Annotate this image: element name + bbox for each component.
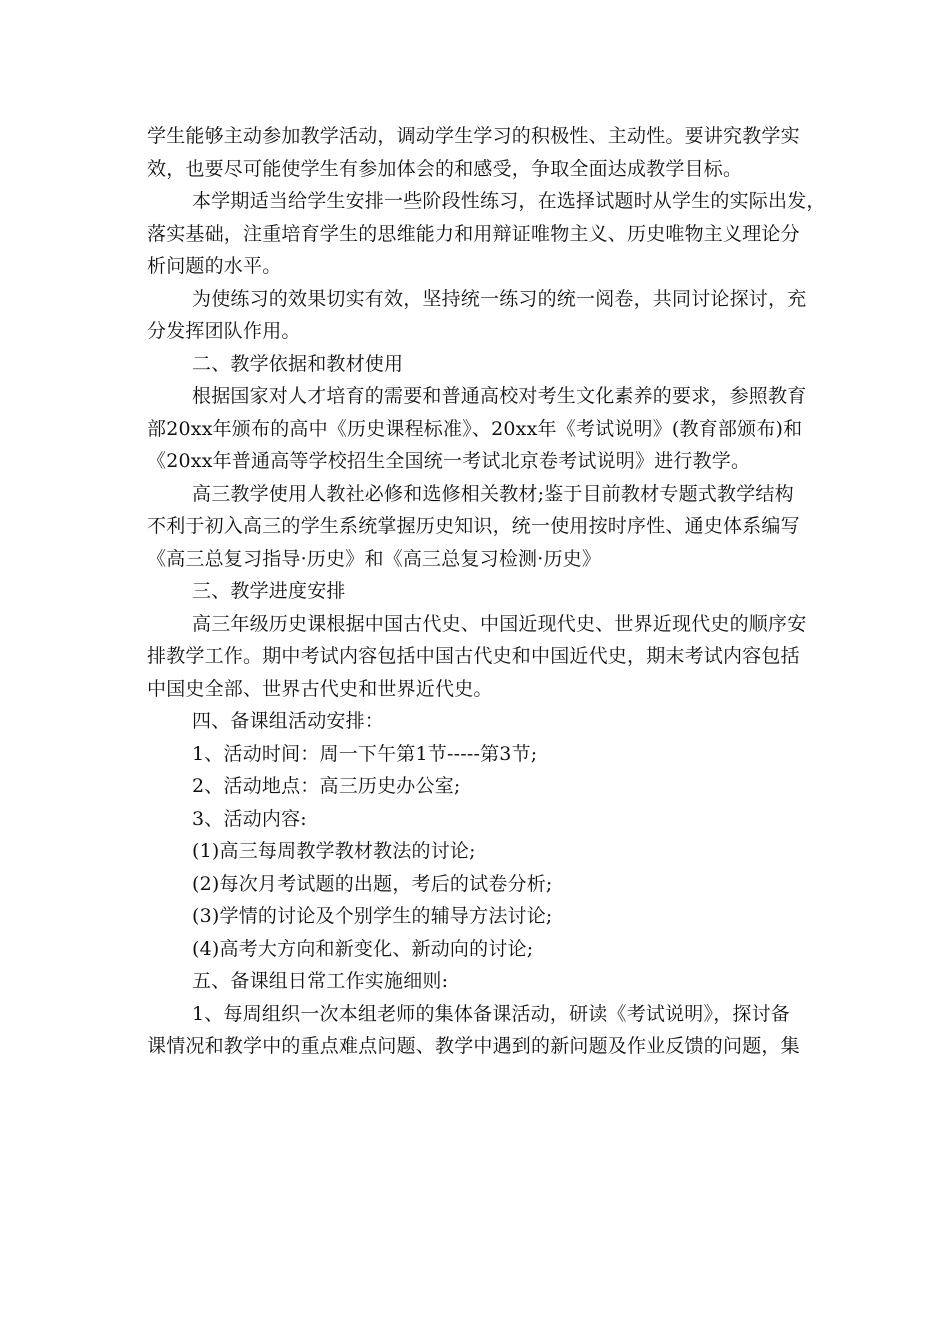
text-line: 中国史全部、世界古代史和世界近代史。: [147, 677, 493, 700]
text-line: 不利于初入高三的学生系统掌握历史知识，统一使用按时序性、通史体系编写: [147, 515, 800, 537]
text-line: 1、活动时间：周一下午第1节-----第3节;: [192, 742, 538, 765]
text-line: 二、教学依据和教材使用: [192, 352, 404, 375]
text-line: 效，也要尽可能使学生有参加体会的和感受，争取全面达成教学目标。: [147, 157, 743, 180]
text-line: 为使练习的效果切实有效，坚持统一练习的统一阅卷，共同讨论探讨，充: [192, 287, 807, 310]
text-line: 学生能够主动参加教学活动，调动学生学习的积极性、主动性。要讲究教学实: [147, 125, 800, 147]
text-line: (3)学情的讨论及个别学生的辅导方法讨论;: [192, 905, 553, 927]
text-line: (4)高考大方向和新变化、新动向的讨论;: [192, 937, 534, 960]
text-line: 五、备课组日常工作实施细则:: [192, 970, 449, 992]
text-line: 1、每周组织一次本组老师的集体备课活动，研读《考试说明》，探讨备: [192, 1002, 790, 1025]
text-line: 2、活动地点：高三历史办公室;: [192, 775, 461, 797]
text-line: 本学期适当给学生安排一些阶段性练习，在选择试题时从学生的实际出发，: [192, 190, 826, 212]
text-line: 高三教学使用人教社必修和选修相关教材;鉴于目前教材专题式教学结构: [192, 482, 794, 505]
text-line: 课情况和教学中的重点难点问题、教学中遇到的新问题及作业反馈的问题，集: [147, 1035, 800, 1057]
document-body: [147, 120, 826, 1063]
text-line: 析问题的水平。: [147, 255, 282, 277]
text-line: 高三年级历史课根据中国古代史、中国近现代史、世界近现代史的顺序安: [192, 612, 807, 635]
text-line: 落实基础，注重培育学生的思维能力和用辩证唯物主义、历史唯物主义理论分: [147, 222, 800, 245]
text-line: (1)高三每周教学教材教法的讨论;: [192, 840, 476, 862]
text-line: 三、教学进度安排: [192, 580, 346, 602]
text-line: 《20xx年普通高等学校招生全国统一考试北京卷考试说明》进行教学。: [147, 450, 751, 472]
text-line: 根据国家对人才培育的需要和普通高校对考生文化素养的要求，参照教育: [192, 385, 807, 407]
text-line: 排教学工作。期中考试内容包括中国古代史和中国近代史，期末考试内容包括: [147, 645, 800, 667]
text-line: 部20xx年颁布的高中《历史课程标准》、20xx年《考试说明》(教育部颁布)和: [147, 417, 803, 440]
text-line: 《高三总复习指导·历史》和《高三总复习检测·历史》: [147, 547, 602, 570]
text-line: 3、活动内容:: [192, 807, 307, 830]
text-line: 四、备课组活动安排：: [192, 710, 385, 732]
text-line: (2)每次月考试题的出题，考后的试卷分析;: [192, 872, 553, 895]
text-line: 分发挥团队作用。: [147, 320, 301, 342]
